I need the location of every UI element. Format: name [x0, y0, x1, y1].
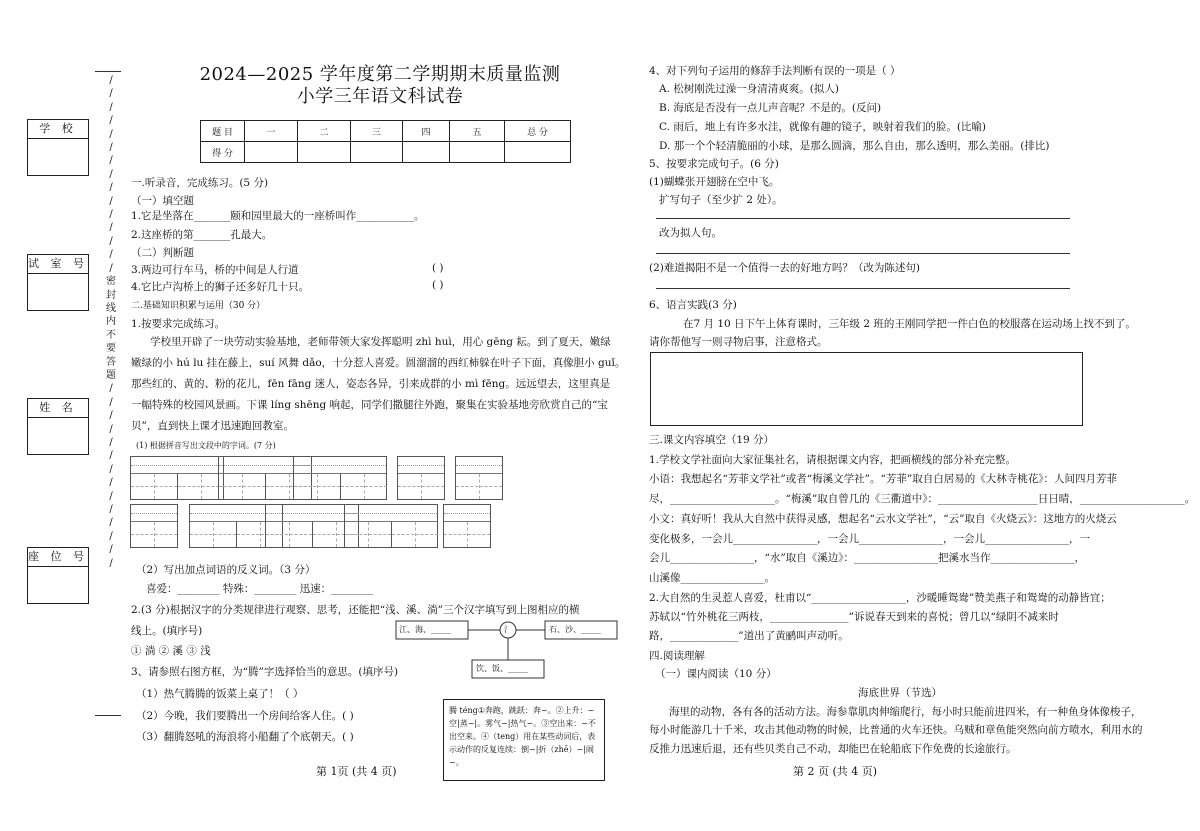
seal-char: /: [109, 262, 113, 274]
character-cell[interactable]: [294, 474, 340, 499]
reading-title: 海底世界（节选）: [858, 687, 942, 699]
seal-char: 内: [106, 316, 116, 328]
content-fill: 1.学校文学社面向大家征集社名，请根据课文内容，把画横线的部分补充完整。: [649, 454, 1017, 466]
content-fill[interactable]: 尽，____________________。“梅溪”取自曾几的《三衢道中》：___________________日日晴，____________________。: [649, 493, 1196, 505]
seal-char: /: [109, 88, 113, 100]
exam-room-label: 试 室 号: [28, 255, 88, 274]
character-cell[interactable]: [266, 522, 312, 547]
seal-char: /: [109, 396, 113, 408]
score-cell: 五: [450, 121, 505, 142]
instruction: 1.按要求完成练习。: [131, 318, 226, 330]
section-2-heading: 二.基础知识积累与运用（30 分）: [131, 301, 266, 311]
pinyin-grid[interactable]: [443, 504, 491, 548]
content-fill[interactable]: 山溪像________________。: [649, 572, 775, 584]
seal-char: /: [109, 142, 113, 154]
score-cell: 总 分: [505, 121, 571, 142]
score-cell: 题 目: [201, 121, 245, 142]
question-2: 2.这座桥的第_______孔最大。: [131, 229, 273, 241]
teng-sentence-2[interactable]: （2）今晚，我们要腾出一个房间给客人住。( ): [136, 710, 354, 722]
question-3: 3.两边可行车马，桥的中间是人行道: [131, 264, 299, 276]
score-input[interactable]: [403, 142, 450, 163]
antonym-answers[interactable]: 喜爱：________ 特殊：________ 迅速：________: [146, 583, 374, 595]
classify-question: 2.(3 分)根据汉字的分类规律进行观察、思考，还能把“浅、溪、淌”三个汉字填写到上图相应的横: [131, 604, 580, 616]
teng-sentence-3[interactable]: （3）翻腾怒吼的海浪将小船翻了个底朝天。( ): [136, 731, 354, 743]
q6-heading: 6、语言实践(3 分): [649, 299, 737, 311]
page-1-footer: 第 1页 (共 4 页): [316, 765, 397, 778]
exam-title-line1: 2024—2025 学年度第二学期期末质量监测: [199, 64, 561, 85]
character-cell[interactable]: [177, 474, 224, 499]
seat-field[interactable]: [27, 547, 89, 604]
seal-char: /: [109, 75, 113, 86]
seal-char: /: [109, 530, 113, 542]
exam-title-line2: 小学三年语文科试卷: [296, 86, 464, 107]
q6-text-2: 请你帮他写一则寻物启事，注意格式。: [649, 336, 828, 348]
seal-char: /: [109, 195, 113, 207]
content-fill[interactable]: 路，_____________”道出了黄鹂叫声动听。: [649, 630, 849, 642]
score-cell: 一: [245, 121, 298, 142]
seal-char: /: [109, 504, 113, 515]
character-cell[interactable]: [456, 474, 502, 499]
content-fill[interactable]: 会儿________________，“水”取自《溪边》：________________把溪水当作________________，: [649, 552, 1085, 564]
content-fill[interactable]: 2.大自然的生灵惹人喜爱，杜甫以“__________________，沙暖睡鸳鸯”赞美燕子和鸳鸯的动静皆宜；: [649, 592, 1111, 604]
reading-line: 每小时能游几十千米，攻击其他动物的时候，比普通的火车还快。乌贼和章鱼能突然向前方喷水，利用水的: [649, 724, 1143, 736]
pinyin-grid[interactable]: [455, 456, 503, 500]
answer-bracket[interactable]: ( ): [432, 279, 444, 291]
score-input[interactable]: [298, 142, 351, 163]
school-label: 学 校: [28, 120, 88, 139]
score-input[interactable]: [450, 142, 505, 163]
seal-char: 线: [106, 302, 116, 314]
content-fill: 小语：我想起名“芳菲文学社”或者“梅溪文学社”。“芳菲”取自白居易的《大林寺桃花》：人间四月芳菲: [649, 473, 1117, 485]
q4-option-a[interactable]: A. 松树刚洗过澡一身清清爽爽。(拟人): [659, 83, 839, 95]
content-fill: 小文：真好听！我从大自然中获得灵感，想起名“云水文学社”，“云”取自《火烧云》：这地方的火烧云: [649, 513, 1117, 525]
page-2-footer: 第 2 页 (共 4 页): [793, 765, 878, 778]
classify-question-cont: 线上。(填序号): [131, 625, 203, 637]
teng-definition-box: [443, 699, 605, 781]
section-1-heading: 一.听录音，完成练习。(5 分): [131, 177, 269, 189]
seal-char: /: [109, 383, 113, 395]
character-cell[interactable]: [190, 522, 236, 547]
pinyin-grid[interactable]: [130, 456, 224, 500]
seal-char: /: [109, 101, 113, 113]
score-input[interactable]: [351, 142, 403, 163]
bottom-rule: [95, 715, 121, 716]
q5-sentence-2: (2)难道揭阳不是一个值得一去的好地方吗？（改为陈述句): [649, 262, 920, 274]
answer-line[interactable]: [656, 253, 1070, 254]
score-table: [200, 120, 571, 163]
seal-char: /: [109, 209, 113, 221]
reading-line: 反推力迅速后退，还有些贝类自己不动，却能巴在轮船底下作免费的长途旅行。: [649, 743, 1017, 755]
diagram-right-text[interactable]: 石、沙、_____: [549, 625, 601, 634]
seal-char: /: [109, 222, 113, 234]
seal-char: /: [109, 128, 113, 140]
character-cell[interactable]: [345, 522, 391, 547]
seal-char: 密: [106, 276, 116, 288]
seal-char: /: [109, 423, 113, 435]
school-field[interactable]: [27, 119, 89, 176]
seal-char: /: [109, 155, 113, 167]
passage-line: 一幅特殊的校园风景画。下课 líng shēng 响起，同学们撒腿往外跑，聚集在实验基地旁欣赏自己的“宝: [131, 399, 608, 411]
diagram-bottom-text[interactable]: 饮、饭、_____: [476, 664, 528, 673]
answer-line[interactable]: [656, 288, 1070, 289]
seal-char: /: [109, 517, 113, 529]
pinyin-grid[interactable]: [293, 456, 387, 500]
character-cell[interactable]: [391, 522, 438, 547]
subsection-fill: （一）填空题: [131, 195, 194, 207]
pinyin-grid[interactable]: [130, 504, 178, 548]
pinyin-question: (1) 根据拼音写出文段中的字词。(7 分): [136, 441, 276, 450]
seal-char: /: [109, 436, 113, 448]
subsection-reading: （一）课内阅读（10 分）: [655, 668, 777, 680]
diagram-left-text[interactable]: 江、海、_____: [399, 625, 451, 634]
seal-char: 要: [106, 343, 116, 355]
seal-char: /: [109, 490, 113, 502]
seal-char: /: [109, 182, 113, 194]
score-input[interactable]: [245, 142, 298, 163]
seat-label: 座 位 号: [28, 548, 88, 567]
subsection-judge: （二）判断题: [131, 247, 194, 259]
seal-char: 答: [106, 356, 116, 368]
seal-char: /: [109, 249, 113, 261]
seal-char: /: [109, 115, 113, 127]
name-field[interactable]: [27, 398, 89, 455]
q5-heading: 5、按要求完成句子。(6 分): [649, 158, 779, 170]
passage-line: 贝”，直到快上课才迅速跑回教室。: [131, 420, 294, 432]
answer-bracket[interactable]: ( ): [432, 262, 444, 274]
character-cell[interactable]: [219, 474, 265, 499]
q4-heading: 4、对下列句子运用的修辞手法判断有误的一项是（ ）: [649, 65, 901, 77]
section-3-heading: 三.课文内容填空（19 分）: [649, 434, 775, 446]
question-4: 4.它比卢沟桥上的狮子还多好几十只。: [131, 281, 310, 293]
seal-char: /: [109, 168, 113, 180]
antonym-question: （2）写出加点词语的反义词。（3 分）: [136, 564, 316, 576]
q5-personify: 改为拟人句。: [659, 227, 722, 239]
score-input[interactable]: [505, 142, 571, 163]
q4-option-d[interactable]: D. 那一个个轻清脆丽的小球，是那么圆滴，那么自由，那么透明，那么美丽。(排比): [659, 140, 1050, 152]
seal-char: 不: [106, 329, 116, 341]
character-cell[interactable]: [131, 474, 177, 499]
score-cell: 四: [403, 121, 450, 142]
character-cell[interactable]: [131, 522, 177, 547]
seal-char: /: [109, 557, 113, 569]
name-label: 姓 名: [28, 399, 88, 418]
teng-definition: 腾 téng①奔跑，跳跃：奔~。②上升：~空|蒸~|。雾气~|热气~。③空出来：~不出空来。④（teng）用在某些动词后，表示动作的反复连续：倒~|折（zhē）~|闹~。: [449, 706, 596, 767]
lost-notice-answer-box[interactable]: [650, 352, 1083, 426]
q4-option-c[interactable]: C. 雨后，地上有许多水洼，就像有趣的镜子，映射着我们的脸。(比喻): [659, 121, 987, 133]
classify-options: ① 淌 ② 溪 ③ 浅: [131, 645, 211, 657]
content-fill[interactable]: 苏轼以“竹外桃花三两枝，_______________”诉说春天到来的喜悦；曾几以“绿阴不减来时: [649, 611, 1059, 623]
character-cell[interactable]: [444, 522, 490, 547]
character-cell[interactable]: [340, 474, 387, 499]
passage-line: 嫩绿的小 hú lu 挂在藤上，suí 风舞 dǎo，十分惹人喜爱。圆溜溜的西红柿躲在叶子下面，真像胆小 guǐ。: [131, 357, 626, 369]
exam-room-field[interactable]: [27, 254, 89, 311]
q5-sentence-1: (1)蝴蝶张开翅膀在空中飞。: [649, 176, 780, 188]
seal-char: 题: [106, 369, 116, 381]
seal-char: /: [109, 477, 113, 489]
teng-sentence-1[interactable]: （1）热气腾腾的饭菜上桌了！（ ）: [136, 688, 304, 700]
q4-option-b[interactable]: B. 海底是否没有一点儿声音呢？不是的。(反问): [659, 102, 882, 114]
seal-char: /: [109, 235, 113, 247]
score-cell: 二: [298, 121, 351, 142]
seal-char: 封: [106, 289, 116, 301]
q6-text-1: 在7 月 10 日下午上体育课时，三年级 2 班的王刚同学把一件白色的校服落在运动场上找不到了。: [683, 318, 1136, 330]
pinyin-grid[interactable]: [344, 504, 438, 548]
teng-question: 3、请参照右图方框，为“腾”字选择恰当的意思。(填序号): [131, 666, 399, 678]
score-cell: 三: [351, 121, 403, 142]
q5-expand: 扩写句子（至少扩 2 处）。: [659, 194, 783, 206]
pinyin-grid[interactable]: [397, 456, 445, 500]
passage-line: 那些红的、黄的、粉的花儿，fēn fāng 迷人，姿态各异，引来成群的小 mì fēng。远远望去，这里真是: [131, 378, 611, 390]
content-fill[interactable]: 变化极多，一会儿________________，一会儿________________，一会儿________________，一: [649, 533, 1090, 545]
question-1: 1.它是坐落在_______颐和园里最大的一座桥叫作___________。: [131, 210, 425, 222]
character-cell[interactable]: [398, 474, 444, 499]
seal-char: /: [109, 544, 113, 556]
seal-char: /: [109, 450, 113, 462]
score-cell: 得 分: [201, 142, 245, 163]
top-rule: [95, 71, 121, 72]
passage-line: 学校里开辟了一块劳动实验基地，老师带领大家发挥聪明 zhì huì，用心 gēng 耘。到了夏天，嫩绿: [150, 336, 611, 348]
reading-line: 海里的动物，各有各的活动方法。海参靠肌肉伸缩爬行，每小时只能前进四米，有一种鱼身体像梭子，: [669, 706, 1142, 718]
section-4-heading: 四.阅读理解: [649, 650, 705, 662]
diagram-center-radical: 氵: [504, 625, 512, 634]
seal-char: /: [109, 410, 113, 422]
seal-char: /: [109, 463, 113, 475]
seal-line-text: [106, 74, 116, 570]
answer-line[interactable]: [656, 218, 1070, 219]
